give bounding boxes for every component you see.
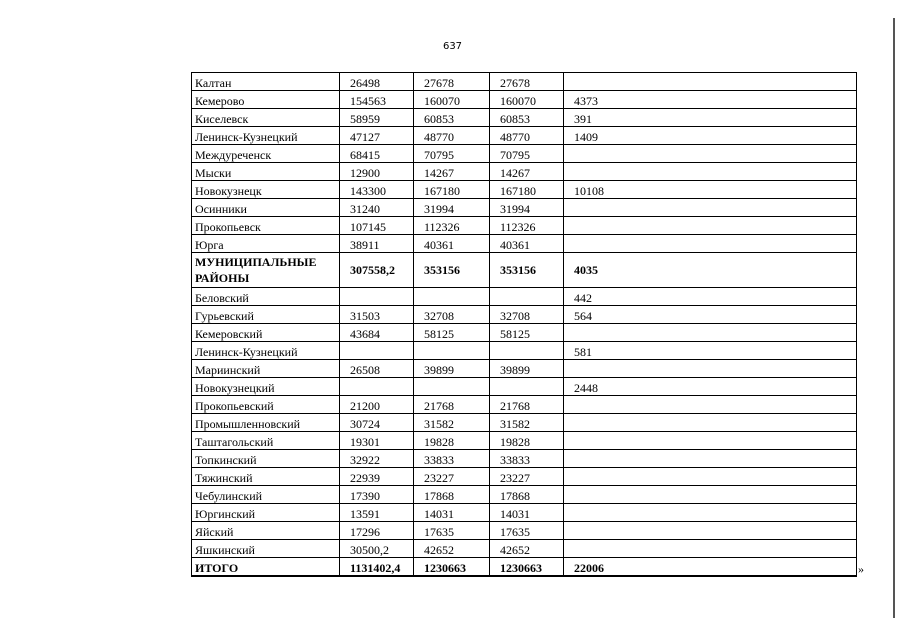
value-cell-3	[490, 288, 564, 306]
table-row	[192, 288, 857, 306]
value-cell-1: 30500,2	[340, 540, 414, 558]
district-name-cell: Мыски	[192, 163, 340, 181]
table-row	[192, 342, 857, 360]
value-cell-3: 160070	[490, 91, 564, 109]
value-cell-1: 19301	[340, 432, 414, 450]
district-name-cell: Ленинск-Кузнецкий	[192, 342, 340, 360]
value-cell-2: 17635	[414, 522, 490, 540]
value-cell-2: 160070	[414, 91, 490, 109]
value-cell-2: 33833	[414, 450, 490, 468]
value-cell-1: 12900	[340, 163, 414, 181]
district-name-cell: Промышленновский	[192, 414, 340, 432]
value-cell-2: 112326	[414, 217, 490, 235]
value-cell-2: 167180	[414, 181, 490, 199]
district-name-cell: Тяжинский	[192, 468, 340, 486]
value-cell-1	[340, 288, 414, 306]
value-cell-1: 32922	[340, 450, 414, 468]
value-cell-4	[564, 324, 857, 342]
value-cell-3: 23227	[490, 468, 564, 486]
table-row	[192, 73, 857, 91]
value-cell-1	[340, 378, 414, 396]
table-row	[192, 432, 857, 450]
value-cell-2: 60853	[414, 109, 490, 127]
district-name-cell: Гурьевский	[192, 306, 340, 324]
value-cell-2: 27678	[414, 73, 490, 91]
district-name-cell: МУНИЦИПАЛЬНЫЕ РАЙОНЫ	[192, 253, 340, 288]
value-cell-4: 442	[564, 288, 857, 306]
value-cell-3: 58125	[490, 324, 564, 342]
value-cell-3: 112326	[490, 217, 564, 235]
value-cell-4	[564, 522, 857, 540]
district-name-cell: Юргинский	[192, 504, 340, 522]
page-edge-rule	[893, 18, 895, 618]
value-cell-2: 42652	[414, 540, 490, 558]
value-cell-4	[564, 199, 857, 217]
value-cell-3: 70795	[490, 145, 564, 163]
value-cell-2: 353156	[414, 253, 490, 288]
district-name-cell: Прокопьевск	[192, 217, 340, 235]
value-cell-4	[564, 468, 857, 486]
value-cell-2: 23227	[414, 468, 490, 486]
table-row	[192, 486, 857, 504]
table-row	[192, 504, 857, 522]
value-cell-2: 40361	[414, 235, 490, 253]
district-name-cell: Кемеровский	[192, 324, 340, 342]
value-cell-1: 68415	[340, 145, 414, 163]
value-cell-4: 1409	[564, 127, 857, 145]
data-table	[191, 72, 857, 577]
district-name-cell: Топкинский	[192, 450, 340, 468]
district-name-cell: Таштагольский	[192, 432, 340, 450]
table-row	[192, 306, 857, 324]
district-name-cell: Новокузнецкий	[192, 378, 340, 396]
value-cell-3: 353156	[490, 253, 564, 288]
value-cell-1: 47127	[340, 127, 414, 145]
table-row	[192, 450, 857, 468]
district-name-cell: Беловский	[192, 288, 340, 306]
value-cell-2	[414, 342, 490, 360]
value-cell-3: 39899	[490, 360, 564, 378]
value-cell-3: 48770	[490, 127, 564, 145]
value-cell-2: 48770	[414, 127, 490, 145]
table-row	[192, 235, 857, 253]
table-row	[192, 109, 857, 127]
value-cell-3: 32708	[490, 306, 564, 324]
value-cell-4	[564, 145, 857, 163]
value-cell-4	[564, 217, 857, 235]
value-cell-4: 2448	[564, 378, 857, 396]
value-cell-1: 17390	[340, 486, 414, 504]
value-cell-4: 10108	[564, 181, 857, 199]
value-cell-3	[490, 342, 564, 360]
district-name-cell: Междуреченск	[192, 145, 340, 163]
value-cell-3: 31994	[490, 199, 564, 217]
value-cell-3: 40361	[490, 235, 564, 253]
value-cell-2: 58125	[414, 324, 490, 342]
value-cell-1: 38911	[340, 235, 414, 253]
value-cell-4	[564, 235, 857, 253]
value-cell-2: 39899	[414, 360, 490, 378]
table-row	[192, 468, 857, 486]
table-row	[192, 324, 857, 342]
value-cell-3: 17868	[490, 486, 564, 504]
value-cell-3: 60853	[490, 109, 564, 127]
value-cell-2: 14031	[414, 504, 490, 522]
value-cell-1: 22939	[340, 468, 414, 486]
value-cell-4: 4373	[564, 91, 857, 109]
table-row	[192, 217, 857, 235]
table-row	[192, 163, 857, 181]
value-cell-1: 1131402,4	[340, 558, 414, 577]
value-cell-4	[564, 540, 857, 558]
value-cell-2: 19828	[414, 432, 490, 450]
value-cell-3: 17635	[490, 522, 564, 540]
value-cell-4: 391	[564, 109, 857, 127]
value-cell-4	[564, 504, 857, 522]
district-name-cell: Мариинский	[192, 360, 340, 378]
table-row	[192, 199, 857, 217]
value-cell-2: 31582	[414, 414, 490, 432]
value-cell-3: 27678	[490, 73, 564, 91]
table-row	[192, 127, 857, 145]
district-name-cell: Яшкинский	[192, 540, 340, 558]
section-row	[192, 253, 857, 288]
value-cell-2: 14267	[414, 163, 490, 181]
table-row	[192, 145, 857, 163]
value-cell-1: 17296	[340, 522, 414, 540]
district-name-cell: ИТОГО	[192, 558, 340, 577]
value-cell-4	[564, 486, 857, 504]
value-cell-4	[564, 414, 857, 432]
table-row	[192, 360, 857, 378]
value-cell-4	[564, 73, 857, 91]
value-cell-1: 26508	[340, 360, 414, 378]
value-cell-2: 21768	[414, 396, 490, 414]
district-name-cell: Ленинск-Кузнецкий	[192, 127, 340, 145]
value-cell-4	[564, 450, 857, 468]
table-row	[192, 378, 857, 396]
value-cell-1: 107145	[340, 217, 414, 235]
closing-quote-mark: »	[858, 562, 864, 576]
district-name-cell: Прокопьевский	[192, 396, 340, 414]
value-cell-3: 167180	[490, 181, 564, 199]
district-name-cell: Яйский	[192, 522, 340, 540]
table-row	[192, 396, 857, 414]
district-name-cell: Чебулинский	[192, 486, 340, 504]
value-cell-2: 1230663	[414, 558, 490, 577]
page-number: 637	[442, 41, 463, 52]
value-cell-3: 14267	[490, 163, 564, 181]
value-cell-1: 21200	[340, 396, 414, 414]
district-name-cell: Новокузнецк	[192, 181, 340, 199]
value-cell-3	[490, 378, 564, 396]
value-cell-1: 30724	[340, 414, 414, 432]
value-cell-4: 564	[564, 306, 857, 324]
value-cell-4	[564, 432, 857, 450]
district-name-cell: Кемерово	[192, 91, 340, 109]
value-cell-1	[340, 342, 414, 360]
value-cell-4	[564, 360, 857, 378]
district-name-cell: Калтан	[192, 73, 340, 91]
value-cell-4	[564, 396, 857, 414]
table-row	[192, 540, 857, 558]
value-cell-1: 43684	[340, 324, 414, 342]
table-row	[192, 414, 857, 432]
value-cell-1: 26498	[340, 73, 414, 91]
district-name-cell: Киселевск	[192, 109, 340, 127]
value-cell-4: 22006	[564, 558, 857, 577]
value-cell-2: 31994	[414, 199, 490, 217]
total-row	[192, 558, 857, 577]
value-cell-2: 32708	[414, 306, 490, 324]
value-cell-1: 154563	[340, 91, 414, 109]
table-row	[192, 522, 857, 540]
value-cell-3: 33833	[490, 450, 564, 468]
value-cell-3: 31582	[490, 414, 564, 432]
table-row	[192, 91, 857, 109]
table-row	[192, 181, 857, 199]
district-name-cell: Юрга	[192, 235, 340, 253]
value-cell-4	[564, 163, 857, 181]
value-cell-4: 581	[564, 342, 857, 360]
value-cell-1: 31503	[340, 306, 414, 324]
value-cell-4: 4035	[564, 253, 857, 288]
value-cell-2	[414, 378, 490, 396]
value-cell-1: 58959	[340, 109, 414, 127]
value-cell-3: 21768	[490, 396, 564, 414]
value-cell-3: 42652	[490, 540, 564, 558]
value-cell-3: 14031	[490, 504, 564, 522]
value-cell-1: 13591	[340, 504, 414, 522]
value-cell-3: 19828	[490, 432, 564, 450]
district-name-cell: Осинники	[192, 199, 340, 217]
value-cell-2	[414, 288, 490, 306]
value-cell-1: 31240	[340, 199, 414, 217]
value-cell-2: 17868	[414, 486, 490, 504]
value-cell-1: 143300	[340, 181, 414, 199]
value-cell-2: 70795	[414, 145, 490, 163]
value-cell-3: 1230663	[490, 558, 564, 577]
value-cell-1: 307558,2	[340, 253, 414, 288]
